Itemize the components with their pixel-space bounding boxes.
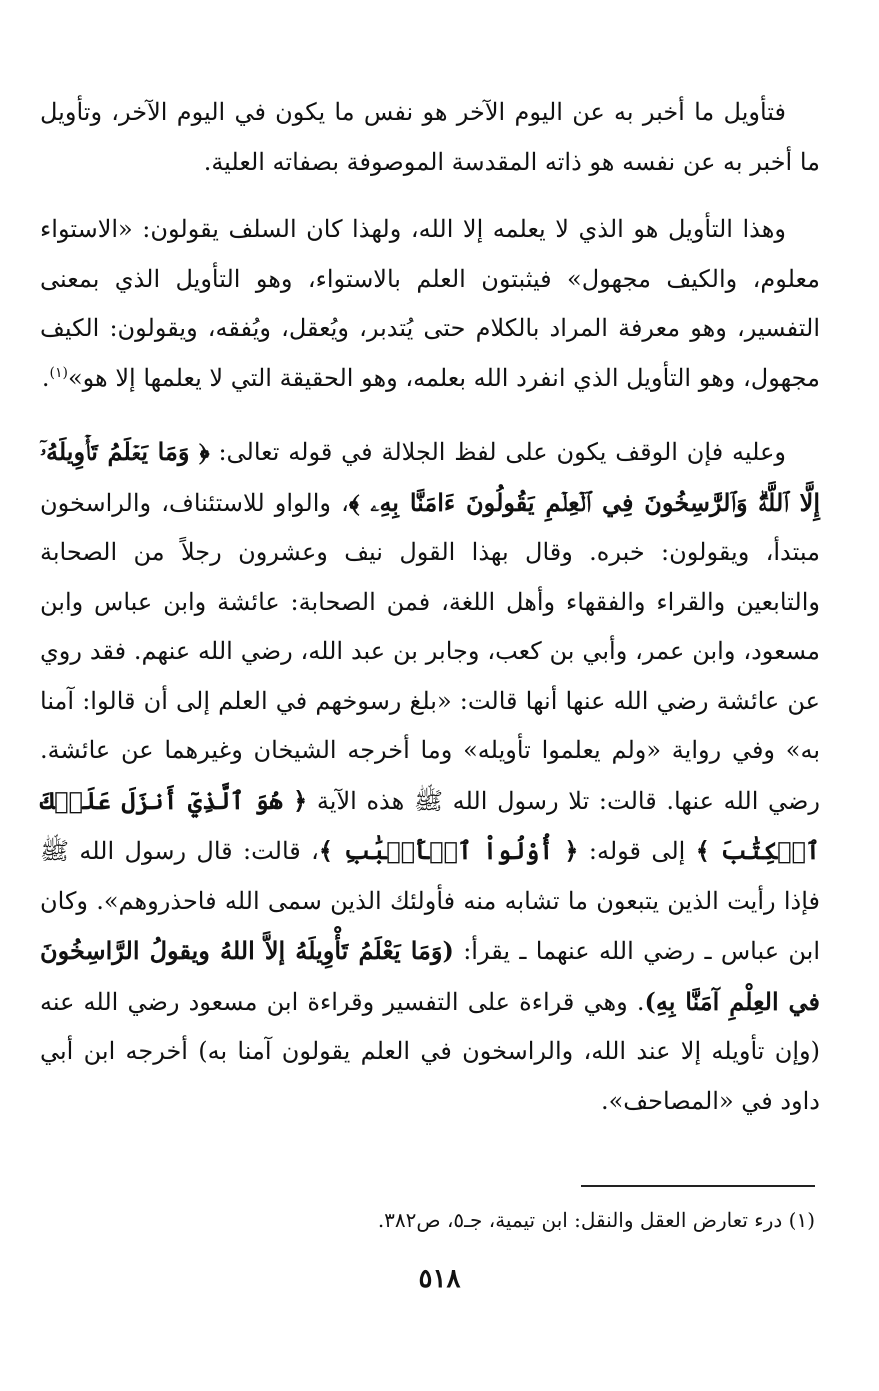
paragraph-1-text: فتأويل ما أخبر به عن اليوم الآخر هو نفس ما يكون في اليوم الآخر، وتأويل ما أخبر به عن نفسه هو ذاته المقدسة الموصوفة بصفاته العلية. <box>40 98 820 176</box>
page-body <box>40 88 820 1126</box>
quran-verse-3: ﴿ أُوْلُواْ ٱلۡأَلۡبَٰبِ ﴾ <box>318 836 579 865</box>
quran-verse-2: ﴿ هُوَ ٱلَّذِيٓ أَنزَلَ عَلَيۡكَ ٱلۡكِتَٰبَ ﴾ <box>40 785 820 865</box>
paragraph-3-text-1: وعليه فإن الوقف يكون على لفظ الجلالة في قوله تعالى: <box>209 438 786 466</box>
paragraph-2 <box>40 205 820 403</box>
footnote-separator <box>581 1185 815 1187</box>
footnote-reference: (١) <box>49 364 68 381</box>
paragraph-3-text-5: . وهي قراءة على التفسير وقراءة ابن مسعود رضي الله عنه (وإن تأويله إلا عند الله، والراسخون في العلم يقولون آمنا به) أخرجه ابن أبي داود في «المصاحف». <box>40 987 820 1115</box>
paragraph-2-end: . <box>41 363 50 392</box>
page-number: ٥١٨ <box>418 1264 461 1294</box>
paragraph-3 <box>40 427 820 1126</box>
paragraph-1 <box>40 88 820 187</box>
paragraph-3-text-2: ، والواو للاستئناف، والراسخون مبتدأ، ويقولون: خبره. وقال بهذا القول نيف وعشرون رجلاً من الصحابة والتابعين والقراء والفقهاء وأهل اللغة، فمن الصحابة: عائشة وابن عباس وابن مسعود، وابن عمر، وأبي بن كعب، وجابر بن عبد الله، رضي الله عنهم. فقد روي عن عائشة رضي الله عنها أنها قالت: «بلغ رسوخهم في العلم إلى أن قالوا: آمنا به» وفي رواية «ولم يعلموا تأويله» وما أخرجه الشيخان وغيرهما عن عائشة. رضي الله عنها. قالت: تلا رسول الله ﷺ هذه الآية <box>40 488 821 815</box>
paragraph-2-text: وهذا التأويل هو الذي لا يعلمه إلا الله، ولهذا كان السلف يقولون: «الاستواء معلوم، والكيف مجهول» فيثبتون العلم بالاستواء، وهو التأويل الذي بمعنى التفسير، وهو معرفة المراد بالكلام حتى يُتدبر، ويُعقل، ويُفقه، ويقولون: الكيف مجهول، وهو التأويل الذي انفرد الله بعلمه، وهو الحقيقة التي لا يعلمها إلا هو» <box>40 215 820 392</box>
paragraph-3-text-3: إلى قوله: <box>578 837 696 865</box>
quran-verse-4: (وَمَا يَعْلَمُ تَأْوِيلَهُ إلاَّ اللهُ ويقولُ الرَّاسِخُونَ في العِلْمِ آمَنَّا بِهِ) <box>40 936 820 1016</box>
quran-verse-1: ﴿ وَمَا يَعۡلَمُ تَأۡوِيلَهُۥٓ إِلَّا ٱللَّهُۗ وَٱلرَّٰسِخُونَ فِي ٱلۡعِلۡمِ يَقُولُونَ ءَامَنَّا بِهِۦ ﴾ <box>40 437 820 517</box>
footnote: (١) درء تعارض العقل والنقل: ابن تيمية، جـ٥، ص٣٨٢. <box>377 1208 815 1232</box>
paragraph-3-text-4: ، قالت: قال رسول الله ﷺ فإذا رأيت الذين يتبعون ما تشابه منه فأولئك الذين سمى الله فاحذروهم». وكان ابن عباس ـ رضي الله عنهما ـ يقرأ: <box>40 837 820 965</box>
